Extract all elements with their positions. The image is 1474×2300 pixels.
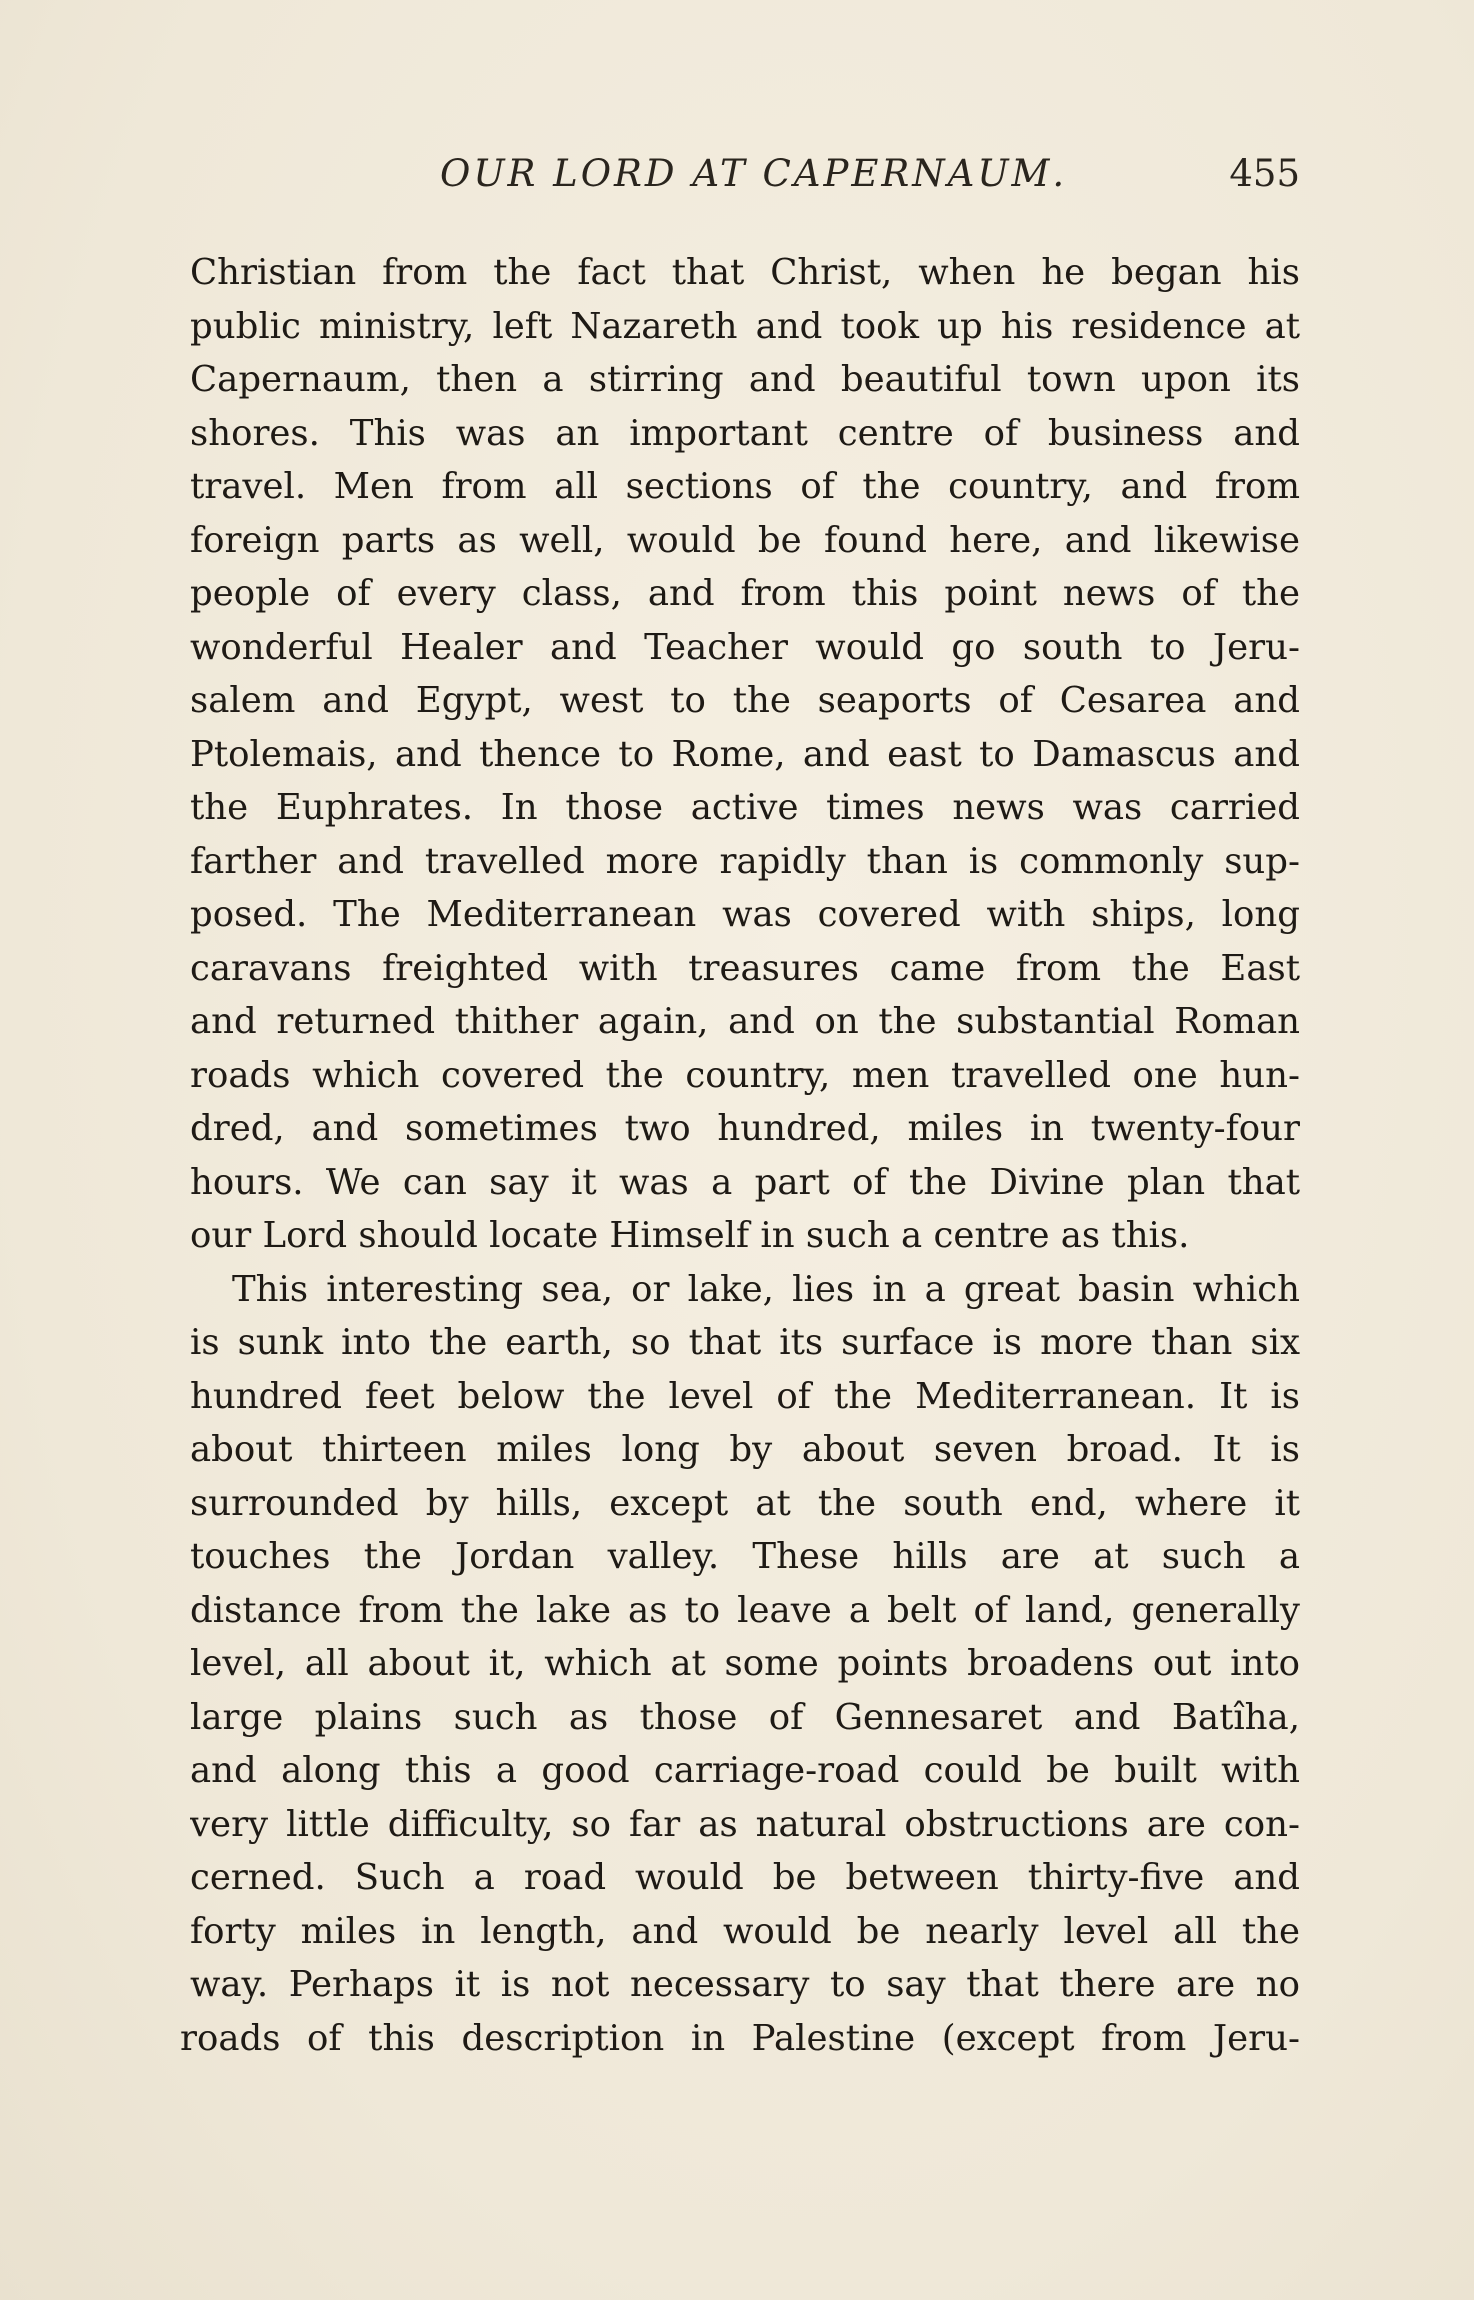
text-line: roads which covered the country, men travelled one hun- xyxy=(190,1054,1300,1096)
text-line: caravans freighted with treasures came from the East xyxy=(190,947,1300,989)
text-line: very little difficulty, so far as natural obstructions are con- xyxy=(190,1803,1300,1845)
text-line: our Lord should locate Himself in such a centre as this. xyxy=(190,1215,1190,1256)
running-title: OUR LORD AT CAPERNAUM. xyxy=(440,152,1068,195)
text-line: Capernaum, then a stirring and beautiful town upon its xyxy=(190,359,1300,400)
text-line: wonderful Healer and Teacher would go south to Jeru- xyxy=(190,626,1300,668)
text-line: farther and travelled more rapidly than is commonly sup- xyxy=(190,840,1300,882)
text-line: public ministry, left Nazareth and took up his residence at xyxy=(190,305,1300,347)
text-line: hundred feet below the level of the Mediterranean. It is xyxy=(190,1375,1300,1417)
text-line: level, all about it, which at some points broadens out into xyxy=(190,1643,1300,1684)
text-line: Christian from the fact that Christ, when he began his xyxy=(190,252,1300,293)
text-line: touches the Jordan valley. These hills are at such a xyxy=(190,1536,1300,1577)
text-line: shores. This was an important centre of business and xyxy=(190,412,1300,454)
text-line: surrounded by hills, except at the south end, where it xyxy=(190,1482,1300,1524)
body-text xyxy=(180,246,1300,2065)
text-line: travel. Men from all sections of the country, and from xyxy=(190,466,1300,507)
text-line: salem and Egypt, west to the seaports of Cesarea and xyxy=(190,680,1300,721)
text-line: forty miles in length, and would be nearly level all the xyxy=(190,1910,1300,1952)
page-header xyxy=(190,152,1300,212)
text-line: way. Perhaps it is not necessary to say that there are no xyxy=(190,1964,1300,2005)
text-line: is sunk into the earth, so that its surface is more than six xyxy=(190,1322,1300,1363)
text-line: This interesting sea, or lake, lies in a great basin which xyxy=(232,1268,1300,1310)
text-line: foreign parts as well, would be found here, and likewise xyxy=(190,519,1300,561)
text-line: distance from the lake as to leave a belt of land, generally xyxy=(190,1589,1300,1631)
text-line: dred, and sometimes two hundred, miles in twenty-four xyxy=(190,1108,1300,1149)
text-line: people of every class, and from this point news of the xyxy=(190,573,1300,614)
text-line: and returned thither again, and on the substantial Roman xyxy=(190,1001,1300,1042)
text-line: posed. The Mediterranean was covered with ships, long xyxy=(190,894,1300,935)
text-line: hours. We can say it was a part of the Divine plan that xyxy=(190,1161,1300,1203)
text-line: and along this a good carriage-road could be built with xyxy=(190,1750,1300,1791)
text-line: Ptolemais, and thence to Rome, and east to Damascus and xyxy=(190,733,1300,775)
text-line: large plains such as those of Gennesaret and Batîha, xyxy=(190,1696,1300,1738)
text-line: cerned. Such a road would be between thirty-five and xyxy=(190,1857,1300,1898)
text-line: the Euphrates. In those active times news was carried xyxy=(190,787,1300,828)
text-line: about thirteen miles long by about seven broad. It is xyxy=(190,1429,1300,1470)
text-line: roads of this description in Palestine (except from Jeru- xyxy=(180,2017,1300,2059)
page-number: 455 xyxy=(1229,152,1300,195)
